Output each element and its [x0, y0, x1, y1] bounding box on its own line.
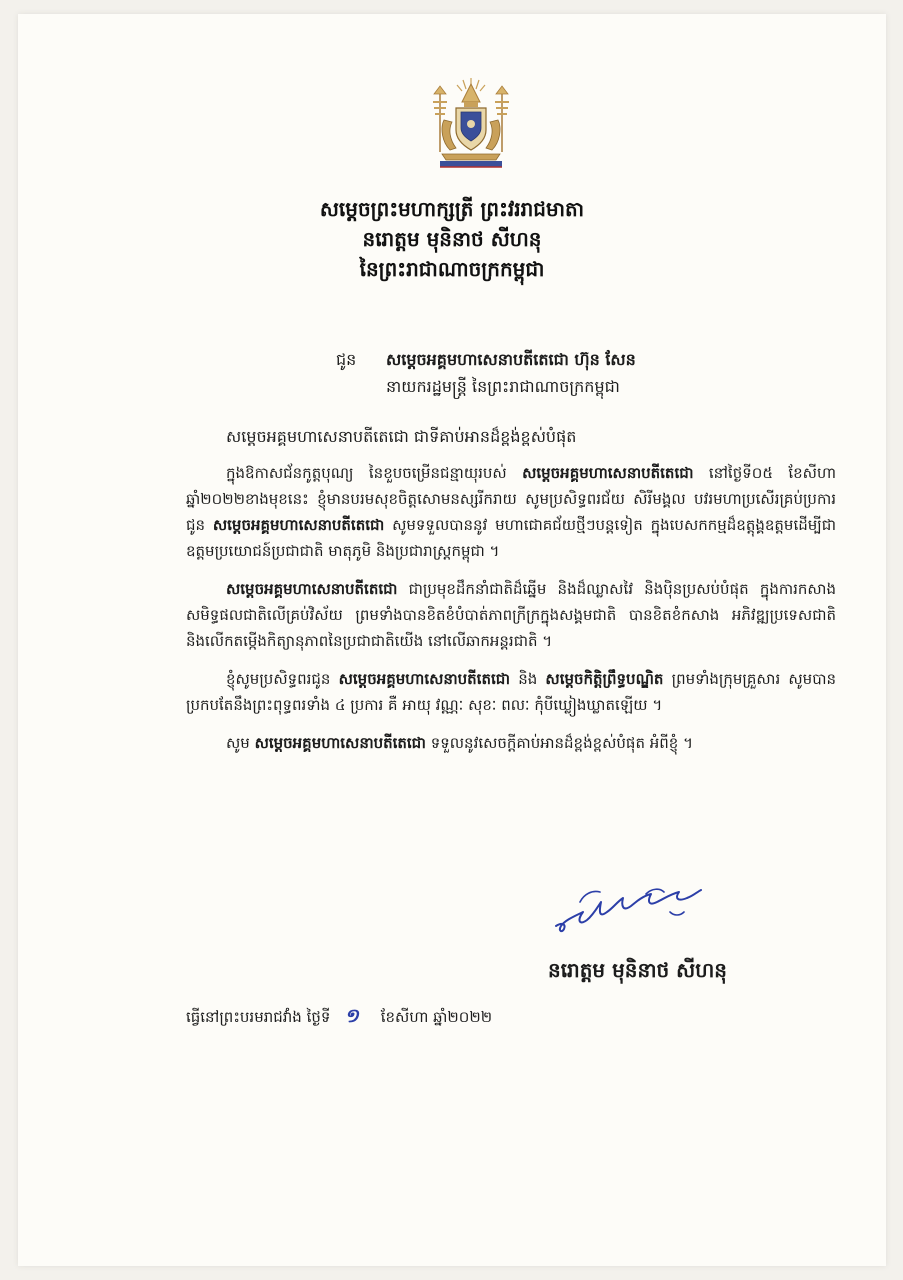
- paragraph-1-emphasis: សម្តេចអគ្គមហាសេនាបតីតេជោ: [212, 516, 385, 534]
- date-prefix: ធ្វើនៅព្រះបរមរាជវាំង ថ្ងៃទី: [186, 1008, 331, 1026]
- paragraph-4-text: សូម: [226, 734, 255, 752]
- paragraph-1: [186, 460, 836, 564]
- paragraph-1-text: សូមទទួលបាននូវ មហាជោគជ័យថ្មីៗបន្តទៀត ក្នុងបេសកកម្មដ៏ឧត្តុង្គឧត្តមដើម្បីជាឧត្តមប្រយោជន៍ប្រជាជាតិ មាតុភូមិ និងប្រជារាស្ត្រកម្ពុជា ។: [186, 516, 836, 560]
- royal-coat-of-arms-emblem: [418, 72, 524, 172]
- letter-body: [186, 460, 836, 768]
- sender-header: [18, 194, 886, 284]
- salutation: សម្តេចអគ្គមហាសេនាបតីតេជោ ជាទីគាប់អានដ៏ខ្ពង់ខ្ពស់បំផុត: [226, 427, 577, 446]
- recipient-block: [336, 346, 636, 400]
- paragraph-1-text: ក្នុងឱកាសជ័នកូត្តបុណ្យ នៃខួបចម្រើនជន្មាយុរបស់: [226, 464, 523, 482]
- sender-name-line: នរោត្តម មុនិនាថ សីហនុ: [362, 227, 542, 251]
- paragraph-2-text: ជាប្រមុខដឹកនាំជាតិដ៏ឆ្នើម និងដ៏ឈ្លាសវៃ និងប៉ិនប្រសប់បំផុត ក្នុងការកសាងសមិទ្ធផលជាតិលើគ្រប់វិស័យ ព្រមទាំងបានខិតខំបំបាត់ភាពក្រីក្រក្នុងសង្គមជាតិ បានខិតខំកសាង អភិវឌ្ឍប្រទេសជាតិ និងលើកតម្កើងកិត្យានុភាពនៃប្រជាជាតិយើង នៅលើឆាកអន្តរជាតិ ។: [186, 580, 836, 650]
- paragraph-1-emphasis: សម្តេចអគ្គមហាសេនាបតីតេជោ: [522, 464, 694, 482]
- paragraph-4: [186, 730, 836, 756]
- date-day-handwritten: ១: [344, 1005, 359, 1027]
- date-month-year: ខែសីហា ឆ្នាំ២០២២: [380, 1008, 493, 1026]
- signatory-name: នរោត្តម មុនិនាថ សីហនុ: [548, 958, 727, 982]
- sender-title-line: សម្តេចព្រះមហាក្សត្រី ព្រះវររាជមាតា: [319, 197, 585, 221]
- paragraph-2: [186, 576, 836, 654]
- handwritten-signature: [550, 882, 730, 944]
- paragraph-3-text: ខ្ញុំសូមប្រសិទ្ធពរជូន: [226, 670, 339, 688]
- paragraph-3-text: ព្រមទាំងក្រុមគ្រួសារ សូមបានប្រកបតែនឹងព្រះពុទ្ធពរទាំង ៤ ប្រការ គឺ អាយុ វណ្ណៈ សុខៈ ពលៈ កុំបីឃ្លៀងឃ្លាតឡើយ ។: [186, 670, 836, 714]
- paragraph-3: [186, 666, 836, 718]
- paragraph-3-text: និង: [510, 670, 546, 688]
- paragraph-3-emphasis: សម្តេចកិត្តិព្រឹទ្ធបណ្ឌិត: [545, 670, 664, 688]
- recipient-to-label: ជូន: [336, 350, 357, 369]
- paragraph-3-emphasis: សម្តេចអគ្គមហាសេនាបតីតេជោ: [338, 670, 511, 688]
- paragraph-4-emphasis: សម្តេចអគ្គមហាសេនាបតីតេជោ: [254, 734, 426, 752]
- letter-page: [18, 14, 886, 1266]
- date-line: [186, 1004, 492, 1032]
- recipient-title: នាយករដ្ឋមន្ត្រី នៃព្រះរាជាណាចក្រកម្ពុជា: [386, 377, 620, 396]
- paragraph-1-text: នៅថ្ងៃទី០៥ ខែសីហា ឆ្នាំ២០២២ខាងមុខនេះ ខ្ញុំមានបរមសុខចិត្តសោមនស្សរីករាយ សូមប្រសិទ្ធពរជ័យ សិរីមង្គល បវរមហាប្រសើរគ្រប់ប្រការ ជូន: [186, 464, 836, 534]
- paragraph-2-emphasis: សម្តេចអគ្គមហាសេនាបតីតេជោ: [226, 580, 398, 598]
- recipient-name: សម្តេចអគ្គមហាសេនាបតីតេជោ ហ៊ុន សែន: [386, 350, 636, 369]
- sender-kingdom-line: នៃព្រះរាជាណាចក្រកម្ពុជា: [359, 257, 545, 281]
- paragraph-4-text: ទទួលនូវសេចក្តីគាប់អានដ៏ខ្ពង់ខ្ពស់បំផុត អំពីខ្ញុំ ។: [425, 734, 693, 752]
